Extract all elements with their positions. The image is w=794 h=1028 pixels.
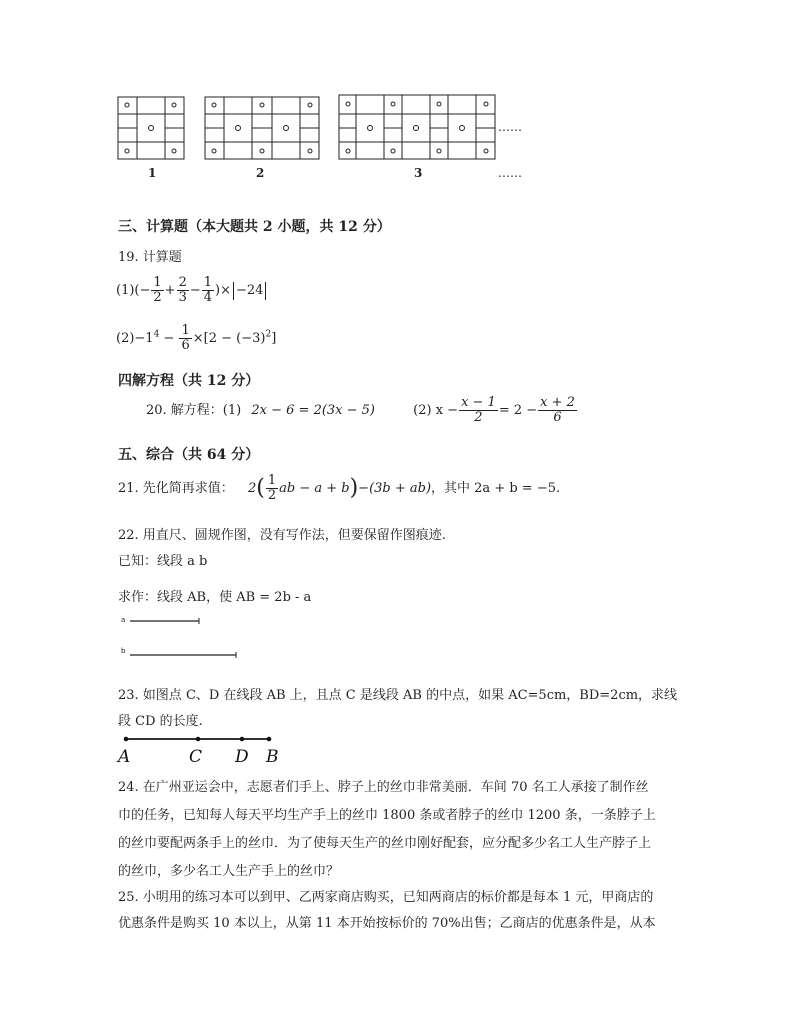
q24-line2: 巾的任务，已知每人每天平均生产手上的丝巾 1800 条或者脖子的丝巾 1200 条，一条脖子上: [118, 808, 656, 823]
frac-num: 1: [267, 473, 277, 488]
q20-label: 20. 解方程：(1): [146, 403, 242, 418]
q21-coef: 2: [247, 481, 257, 496]
q24-line1: 24. 在广州亚运会中，志愿者们手上、脖子上的丝巾非常美丽．车间 70 名工人承接了制作丝: [118, 780, 649, 795]
point-b: [267, 737, 272, 742]
times-sign: )×: [215, 283, 232, 298]
exponent: 2: [265, 329, 272, 340]
pattern-figure-3: [339, 95, 495, 159]
paren-close: ): [349, 475, 359, 501]
point-label-a: A: [118, 747, 131, 766]
q19-p1-frac2: [177, 276, 189, 305]
frac-den: 4: [203, 290, 213, 305]
q24-line4: 的丝巾，多少名工人生产手上的丝巾？: [118, 864, 340, 879]
q20: [146, 396, 578, 425]
point-label-b: B: [266, 747, 279, 766]
section5-title: 五、综合（共 64 分）: [118, 447, 260, 463]
frac-num: 1: [153, 275, 162, 290]
frac-num: x + 2: [540, 395, 575, 410]
q21-label: 21. 先化简再求值：: [118, 481, 234, 496]
figure-label-2: 2: [256, 166, 265, 180]
q21-expr-b: ab − a + b: [279, 481, 350, 496]
abs-value: −24: [236, 283, 264, 298]
section4-title: 四解方程（共 12 分）: [118, 373, 260, 389]
q23-line-figure: [116, 732, 286, 766]
q20-p2-prefix: (2) x −: [413, 403, 459, 418]
frac-den: 3: [178, 290, 187, 305]
section3-title: 三、计算题（本大题共 2 小题，共 12 分）: [118, 219, 391, 235]
q25-line2: 优惠条件是购买 10 本以上，从第 11 本开始按标价的 70%出售；乙商店的优惠条件是，从本: [118, 916, 656, 931]
frac-num: 2: [178, 275, 187, 290]
q23-line1: 23. 如图点 C、D 在线段 AB 上，且点 C 是线段 AB 的中点，如果 AC=5cm，BD=2cm，求线: [118, 688, 678, 703]
frac-den: 2: [267, 488, 277, 503]
q19-p2-bracket: ×[2 − (−3): [192, 331, 266, 346]
q22-segments: [118, 612, 248, 662]
q23-line2: 段 CD 的长度.: [118, 714, 203, 729]
frac-num: 1: [203, 275, 213, 290]
q19-p2-frac: [179, 324, 191, 353]
frac-num: 1: [181, 323, 190, 338]
q21: [118, 474, 560, 503]
point-a: [124, 737, 129, 742]
q19-part2: [116, 324, 276, 353]
q22-line1: 22. 用直尺、圆规作图，没有写作法，但要保留作图痕迹.: [118, 528, 446, 543]
figure-label-3: 3: [414, 166, 423, 180]
pattern-figure-2: [205, 97, 319, 159]
abs-bar-right: [265, 282, 266, 300]
plus-sign: +: [164, 283, 176, 298]
point-d: [240, 737, 245, 742]
point-label-c: C: [189, 747, 203, 766]
exponent: 4: [153, 329, 160, 340]
paren-open: (: [256, 475, 265, 501]
minus-sign: −: [159, 331, 179, 346]
q20-mid: = 2 −: [498, 403, 538, 418]
q24-line3: 的丝巾要配两条手上的丝巾．为了使每天生产的丝巾刚好配套，应分配多少名工人生产脖子上: [118, 836, 652, 851]
pattern-figures: [110, 92, 530, 162]
q22-line2: 已知：线段 a b: [118, 554, 208, 569]
segment-b-label: b: [121, 647, 126, 655]
q20-frac2: [538, 396, 577, 425]
frac-den: 6: [553, 410, 562, 425]
ellipsis-below: ……: [498, 166, 522, 180]
ellipsis-right: ……: [498, 120, 522, 134]
q21-condition: ，其中 2a + b = −5.: [431, 481, 561, 496]
frac-den: 6: [181, 338, 190, 353]
frac-num: x − 1: [461, 395, 496, 410]
pattern-figure-1: [118, 97, 184, 159]
minus-sign: −: [189, 283, 201, 298]
q19-p1-frac3: [202, 276, 214, 305]
frac-den: 2: [474, 410, 483, 425]
q19-p1-frac1: [151, 276, 163, 305]
q21-expr-c: −(3b + ab): [358, 481, 432, 496]
bracket-close: ]: [271, 331, 277, 346]
point-c: [196, 737, 201, 742]
q21-frac: [266, 474, 278, 503]
point-label-d: D: [235, 747, 249, 766]
q20-eq1: 2x − 6 = 2(3x − 5): [251, 403, 376, 418]
abs-bar-left: [233, 282, 234, 300]
q19-p2-prefix: (2)−1: [116, 331, 154, 346]
segment-a-label: a: [121, 616, 126, 624]
q19-p1-prefix: (1)(−: [116, 283, 151, 298]
q19-label: 19. 计算题: [118, 250, 182, 265]
q22-line3: 求作：线段 AB，使 AB = 2b - a: [118, 590, 312, 605]
frac-den: 2: [153, 290, 162, 305]
q19-part1: [116, 276, 268, 305]
figure-label-1: 1: [148, 166, 157, 180]
q20-frac1: [459, 396, 498, 425]
q25-line1: 25. 小明用的练习本可以到甲、乙两家商店购买，已知两商店的标价都是每本 1 元，甲商店的: [118, 890, 654, 905]
